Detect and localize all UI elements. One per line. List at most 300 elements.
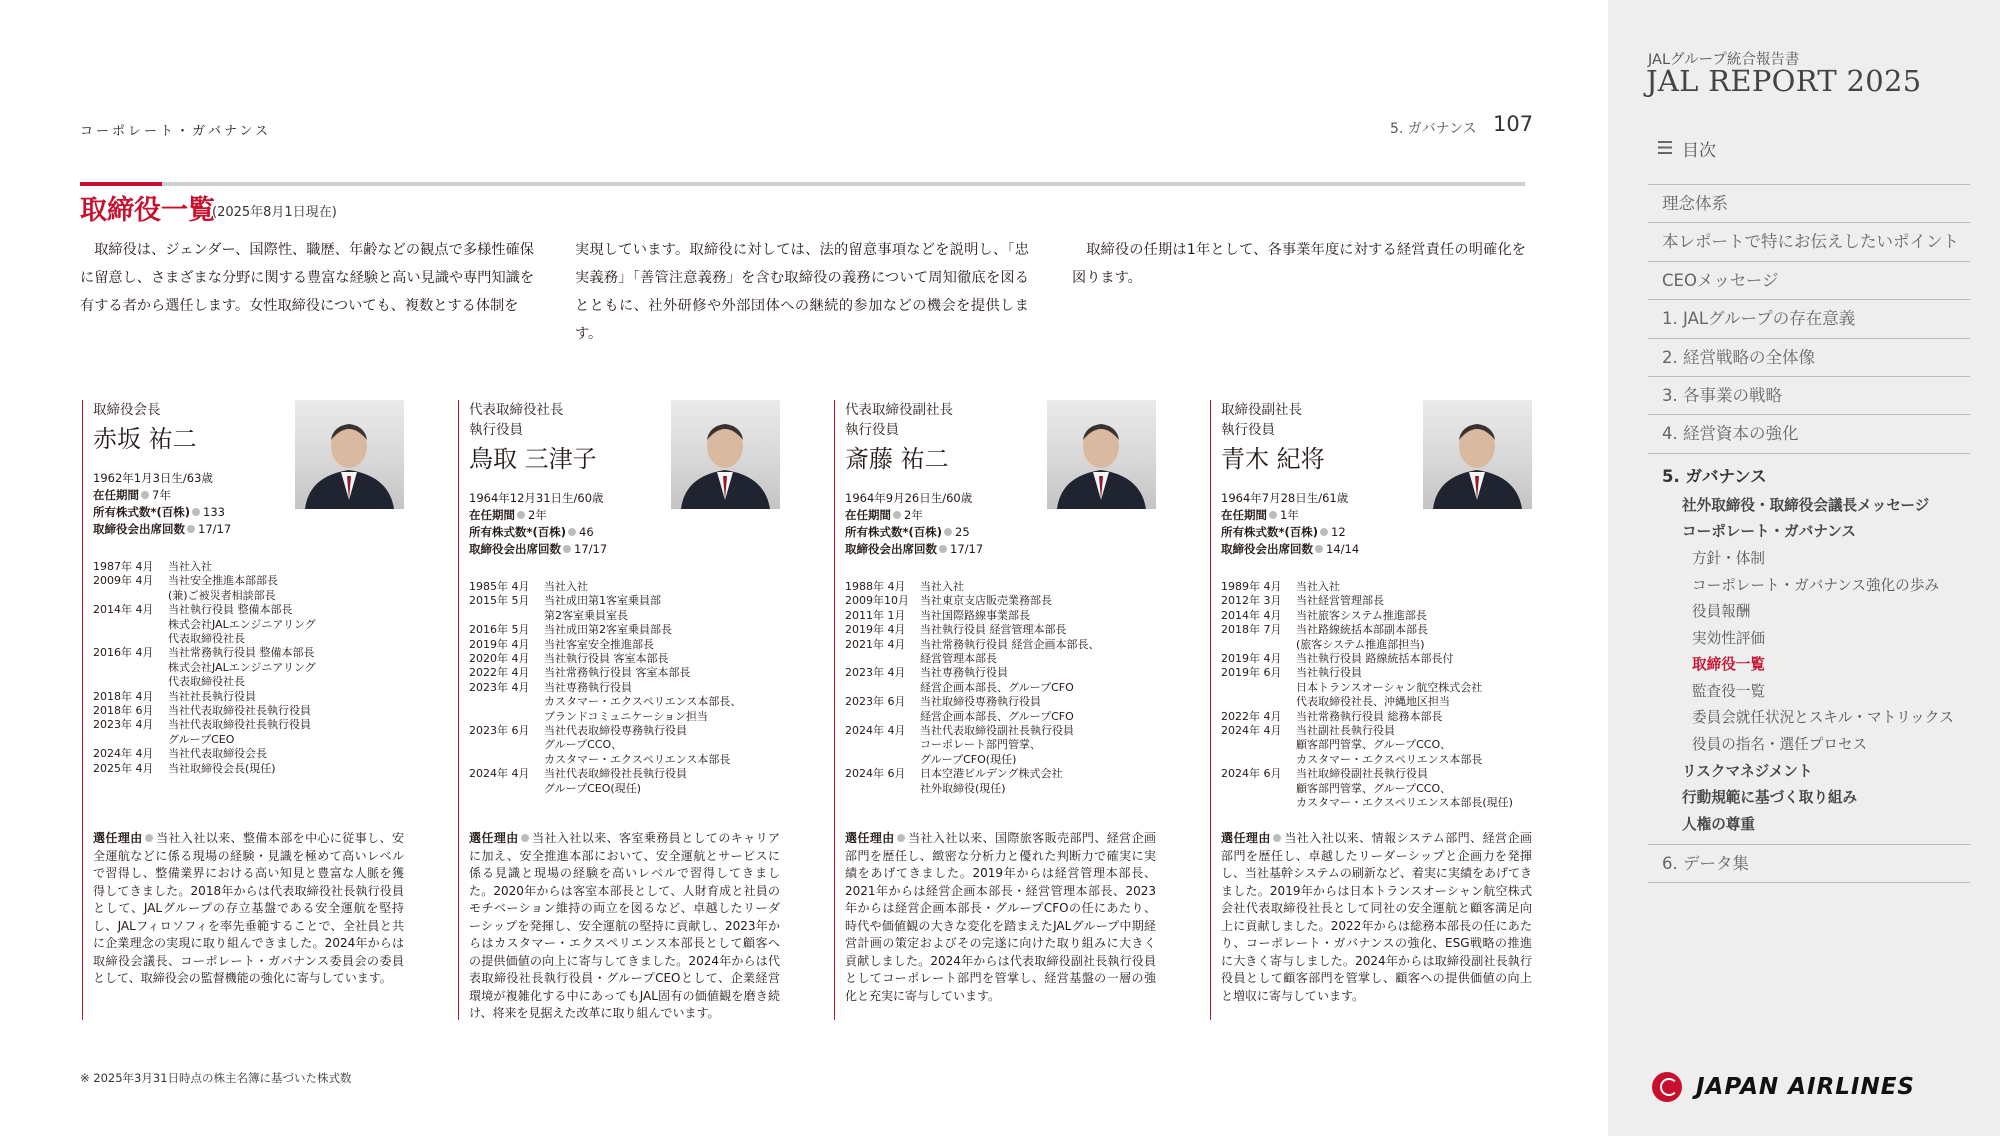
selection-reason — [845, 830, 1156, 1005]
career-date: 2024年 4月 — [93, 747, 154, 761]
career-date: 1988年 4月 — [845, 580, 906, 593]
career-row — [1221, 767, 1532, 781]
director-tenure-label: 在任期間 — [93, 488, 139, 502]
director-role-2: 執行役員 — [469, 422, 523, 438]
career-text: 当社路線統括本部副本部長 — [1296, 623, 1428, 637]
career-date — [845, 681, 920, 695]
career-text: 当社常務執行役員 総務本部長 — [1296, 709, 1443, 723]
toc-subitem[interactable]: 取締役一覧 — [1692, 656, 1765, 674]
career-row — [845, 652, 1156, 666]
career-row — [845, 638, 1156, 652]
career-date: 2024年 6月 — [845, 767, 906, 781]
career-date: 2018年 4月 — [93, 689, 154, 703]
career-row — [93, 690, 404, 704]
career-date — [469, 738, 544, 752]
director-photo — [1047, 400, 1156, 509]
career-row — [1221, 738, 1532, 752]
career-row — [1221, 594, 1532, 608]
director-shares — [845, 524, 1156, 541]
career-row — [469, 782, 780, 796]
career-row — [1221, 638, 1532, 652]
career-text: 当社入社 — [168, 560, 212, 573]
toc-subitem[interactable]: 委員会就任状況とスキル・マトリックス — [1692, 709, 1954, 727]
career-history — [93, 560, 404, 776]
toc-subitem[interactable]: コーポレート・ガバナンス強化の歩み — [1692, 576, 1939, 594]
career-text: 当社常務執行役員 整備本部長 — [168, 646, 315, 660]
career-row — [1221, 623, 1532, 637]
career-row — [1221, 652, 1532, 666]
selection-reason-label: 選任理由 — [93, 831, 143, 845]
bullet-dot-icon — [1320, 528, 1328, 536]
career-row — [469, 738, 780, 752]
selection-reason-text: 当社入社以来、情報システム部門、経営企画部門を歴任し、卓越したリーダーシップと企画力を発揮し、当社基幹システムの刷新など、着実に実績をあげてきました。2019年からは日本トランスオーシャン航空株式会社代表取締役社長として同社の安全運航と顧客満足向上に貢献しました。2022年からは総務本部長の任にあたり、コーポレート・ガバナンスの強化、ESG戦略の推進に大きく寄与しました。2024年からは取締役副社長執行役員として顧客部門を管掌し、顧客への提供価値の向上と増収に寄与しています。 — [1221, 831, 1532, 1003]
toc-subitem[interactable]: 役員の指名・選任プロセス — [1692, 736, 1868, 754]
career-text: 経営管理本部長 — [920, 652, 997, 666]
career-date — [469, 609, 544, 623]
director-tenure-label: 在任期間 — [1221, 508, 1267, 522]
as-of-date: (2025年8月1日現在) — [212, 205, 337, 220]
career-date — [93, 733, 168, 747]
director-shares-value: 46 — [579, 525, 594, 539]
toc-subitem[interactable]: 社外取締役・取締役会議長メッセージ — [1682, 496, 1930, 514]
career-row — [845, 724, 1156, 738]
toc-subitem[interactable]: 方針・体制 — [1692, 549, 1765, 567]
selection-reason-label: 選任理由 — [845, 831, 895, 845]
career-date: 1985年 4月 — [469, 580, 530, 593]
career-row — [1221, 796, 1532, 810]
selection-reason-text: 当社入社以来、国際旅客販売部門、経営企画部門を歴任し、緻密な分析力と優れた判断力で確実に実績をあげてきました。2019年からは経営管理本部長、2021年からは経営企画本部長・経営管理本部長、2023年からは経営企画本部長・グループCFOの任にあたり、時代や価値観の大きな変化を踏まえたJALグループ中期経営計画の策定およびその完遂に向けた取り組みに大きく貢献しました。2024年からは代表取締役副社長執行役員としてコーポレート部門を管掌し、経営基盤の一層の強化と充実に寄与しています。 — [845, 831, 1156, 1003]
career-text: 当社執行役員 — [1296, 666, 1362, 680]
director-card — [82, 400, 404, 1020]
director-attendance-label: 取締役会出席回数 — [469, 542, 561, 556]
director-card — [834, 400, 1156, 1020]
career-date: 2021年 4月 — [845, 637, 906, 651]
career-row — [93, 574, 404, 588]
footnote: ※ 2025年3月31日時点の株主名簿に基づいた株式数 — [80, 1071, 352, 1085]
career-text: 当社代表取締役専務執行役員 — [544, 724, 687, 738]
toc-item[interactable]: 理念体系 — [1648, 184, 1970, 222]
director-name: 赤坂 祐二 — [93, 425, 197, 453]
director-tenure-value: 2年 — [904, 508, 923, 522]
career-date — [845, 782, 920, 796]
director-birth: 1964年12月31日生/60歳 — [469, 491, 604, 505]
jal-logo — [1652, 1072, 1915, 1102]
career-row — [469, 681, 780, 695]
director-shares-value: 133 — [203, 505, 225, 519]
intro-paragraph-1: 取締役は、ジェンダー、国際性、職歴、年齢などの観点で多様性確保に留意し、さまざまな分野に関する豊富な経験と高い見識や専門知識を有する者から選任します。女性取締役についても、複数とする体制を — [80, 242, 535, 314]
career-text: 当社社長執行役員 — [168, 689, 256, 703]
toc-item-label: 5. ガバナンス — [1662, 466, 1767, 486]
director-attendance — [469, 541, 780, 558]
career-row — [93, 675, 404, 689]
career-date: 2019年 4月 — [1221, 652, 1282, 666]
career-row — [1221, 695, 1532, 709]
bullet-dot-icon — [893, 511, 901, 519]
page-title: 取締役一覧 — [80, 195, 215, 226]
career-date — [93, 589, 168, 603]
director-shares — [469, 524, 780, 541]
toc-label: 目次 — [1682, 141, 1716, 161]
career-text: 当社東京支店販売業務部長 — [920, 594, 1052, 608]
career-row — [1221, 724, 1532, 738]
toc-list — [1648, 184, 1970, 883]
career-date — [845, 710, 920, 724]
director-attendance — [93, 521, 404, 538]
director-role: 取締役副社長 — [1221, 402, 1302, 418]
director-attendance-value: 17/17 — [574, 542, 608, 556]
crane-logo-icon — [1652, 1072, 1682, 1102]
selection-reason — [93, 830, 404, 988]
director-name: 斎藤 祐二 — [845, 445, 949, 473]
career-date: 2024年 4月 — [845, 724, 906, 738]
career-date: 2018年 6月 — [93, 704, 154, 718]
career-date: 2011年 1月 — [845, 608, 906, 622]
toc-item[interactable]: 本レポートで特にお伝えしたいポイント — [1648, 222, 1970, 260]
director-tenure-value: 1年 — [1280, 508, 1299, 522]
career-date: 2023年 6月 — [469, 724, 530, 738]
career-text: 当社国際路線事業部長 — [920, 608, 1030, 622]
selection-reason — [469, 830, 780, 1023]
director-photo — [671, 400, 780, 509]
report-title: JAL REPORT 2025 — [1646, 64, 1922, 98]
career-row — [845, 666, 1156, 680]
bullet-dot-icon — [141, 491, 149, 499]
career-date — [845, 652, 920, 666]
toc-subitem[interactable]: 行動規範に基づく取り組み — [1682, 789, 1858, 807]
career-date — [469, 710, 544, 724]
director-role-2: 執行役員 — [845, 422, 899, 438]
career-row — [93, 718, 404, 732]
career-text: カスタマー・エクスペリエンス本部長 — [1296, 752, 1483, 766]
career-text: 当社入社 — [1296, 580, 1340, 593]
selection-reason-text: 当社入社以来、客室乗務員としてのキャリアに加え、安全推進本部において、安全運航とサービスに係る見識と現場の経験を高いレベルで習得してきました。2020年からは客室本部長として、人財育成と社員のモチベーション維持の両立を図るなど、卓越したリーダーシップを発揮し、安全運航の堅持に貢献し、2023年からはカスタマー・エクスペリエンス本部長として顧客への提供価値の向上に寄与してきました。2024年からは代表取締役社長執行役員・グループCEOとして、企業経営環境が複雑化する中にあってもJAL固有の価値観を磨き続け、将来を見据えた改革に取り組んでいます。 — [469, 831, 780, 1020]
career-text: 経営企画本部長、グループCFO — [920, 709, 1074, 723]
bullet-dot-icon — [517, 511, 525, 519]
director-role: 代表取締役副社長 — [845, 402, 953, 418]
career-date: 2012年 3月 — [1221, 594, 1282, 608]
selection-reason-text: 当社入社以来、整備本部を中心に従事し、安全運航などに係る現場の経験・見識を極めて高いレベルで習得し、整備業界における高い知見と豊富な人脈を獲得してきました。2018年からは代表取締役社長執行役員として、JALグループの存立基盤である安全運航を堅持し、JALフィロソフィを率先垂範することで、全社員と共に企業理念の実現に取り組んできました。2024年からは取締役会議長、コーポレート・ガバナンス委員会の委員として、取締役会の監督機能の強化に寄与しています。 — [93, 831, 404, 985]
career-text: 当社成田第1客室乗員部 — [544, 594, 661, 608]
career-row — [1221, 666, 1532, 680]
career-date — [1221, 695, 1296, 709]
career-date: 2025年 4月 — [93, 761, 154, 775]
career-text: 当社代表取締役会長 — [168, 747, 267, 761]
toc-item[interactable]: 1. JALグループの存在意義 — [1648, 299, 1970, 337]
bullet-dot-icon — [1269, 511, 1277, 519]
career-row — [469, 710, 780, 724]
career-row — [93, 646, 404, 660]
career-text: 社外取締役(現任) — [920, 781, 1006, 795]
director-birth: 1964年7月28日生/61歳 — [1221, 491, 1349, 505]
career-date: 2023年 4月 — [845, 666, 906, 680]
career-row — [845, 681, 1156, 695]
director-attendance-value: 17/17 — [198, 522, 232, 536]
career-row — [1221, 580, 1532, 594]
career-date: 2015年 5月 — [469, 594, 530, 608]
selection-reason — [1221, 830, 1532, 1005]
director-card — [458, 400, 780, 1020]
toc-item[interactable]: 6. データ集 — [1648, 844, 1970, 882]
career-date: 2022年 4月 — [1221, 709, 1282, 723]
career-text: コーポレート部門管掌、 — [920, 738, 1041, 752]
director-role: 取締役会長 — [93, 402, 161, 418]
toc-subitem[interactable]: リスクマネジメント — [1682, 762, 1813, 780]
toc-item[interactable]: 2. 経営戦略の全体像 — [1648, 338, 1970, 376]
career-text: 第2客室乗員室長 — [544, 608, 628, 622]
director-shares-label: 所有株式数*(百株) — [1221, 525, 1319, 539]
toc-subitem[interactable]: 監査役一覧 — [1692, 682, 1765, 700]
career-date: 2023年 4月 — [469, 680, 530, 694]
section-label: コーポレート・ガバナンス — [80, 124, 271, 139]
career-row — [845, 782, 1156, 796]
career-text: グループCEO — [168, 732, 235, 746]
director-name: 鳥取 三津子 — [469, 445, 597, 473]
career-row — [93, 632, 404, 646]
director-role-2: 執行役員 — [1221, 422, 1275, 438]
director-birth: 1962年1月3日生/63歳 — [93, 471, 213, 485]
career-text: 当社代表取締役社長執行役員 — [168, 718, 311, 732]
career-text: 当社専務執行役員 — [920, 666, 1008, 680]
career-text: 当社取締役副社長執行役員 — [1296, 767, 1428, 781]
career-text: 当社執行役員 整備本部長 — [168, 603, 293, 617]
director-tenure — [469, 507, 780, 524]
career-date — [845, 738, 920, 752]
career-date — [469, 695, 544, 709]
career-text: カスタマー・エクスペリエンス本部長、 — [544, 695, 742, 709]
career-text: 当社取締役会長(現任) — [168, 761, 276, 775]
career-row — [93, 603, 404, 617]
director-attendance-label: 取締役会出席回数 — [93, 522, 185, 536]
career-row — [845, 609, 1156, 623]
career-row — [1221, 710, 1532, 724]
toc-subitem[interactable]: 実効性評価 — [1692, 629, 1765, 647]
director-photo — [1423, 400, 1532, 509]
career-text: 当社代表取締役社長執行役員 — [544, 767, 687, 781]
bullet-dot-icon — [1315, 545, 1323, 553]
career-row — [845, 623, 1156, 637]
career-text: 当社常務執行役員 客室本部長 — [544, 666, 691, 680]
career-text: グループCFO(現任) — [920, 752, 1017, 766]
career-date — [93, 661, 168, 675]
career-row — [469, 623, 780, 637]
director-shares-label: 所有株式数*(百株) — [469, 525, 567, 539]
career-text: 当社安全推進本部部長 — [168, 574, 278, 588]
director-shares-label: 所有株式数*(百株) — [845, 525, 943, 539]
toc-item[interactable]: 3. 各事業の戦略 — [1648, 376, 1970, 414]
director-name: 青木 紀将 — [1221, 445, 1325, 473]
career-row — [845, 753, 1156, 767]
career-date: 2018年 7月 — [1221, 623, 1282, 637]
career-row — [93, 618, 404, 632]
career-text: 当社旅客システム推進部長 — [1296, 608, 1427, 622]
toc-subitem[interactable]: 役員報酬 — [1692, 603, 1751, 621]
career-text: 株式会社JALエンジニアリング — [168, 617, 316, 631]
career-text: 当社執行役員 客室本部長 — [544, 652, 669, 666]
toc-item[interactable]: 4. 経営資本の強化 — [1648, 414, 1970, 452]
career-date: 2019年 6月 — [1221, 666, 1282, 680]
director-attendance-value: 14/14 — [1326, 542, 1360, 556]
career-date — [93, 618, 168, 632]
director-shares-label: 所有株式数*(百株) — [93, 505, 191, 519]
director-tenure-value: 7年 — [152, 488, 171, 502]
career-row — [469, 695, 780, 709]
career-date — [93, 675, 168, 689]
toc-subitem[interactable]: コーポレート・ガバナンス — [1682, 523, 1856, 541]
career-text: (旅客システム推進部担当) — [1296, 637, 1425, 651]
career-text: 経営企画本部長、グループCFO — [920, 680, 1074, 694]
career-text: ブランドコミュニケーション担当 — [544, 709, 708, 723]
career-text: 日本トランスオーシャン航空株式会社 — [1296, 680, 1483, 694]
intro-paragraph-3: 取締役の任期は1年として、各事業年度に対する経営責任の明確化を図ります。 — [1072, 242, 1526, 286]
career-history — [1221, 580, 1532, 811]
career-text: 当社経営管理部長 — [1296, 594, 1384, 608]
career-text: 顧客部門管掌、グループCCO、 — [1296, 781, 1452, 795]
title-rule — [80, 182, 1525, 186]
career-date: 2009年 4月 — [93, 574, 154, 588]
bullet-dot-icon — [944, 528, 952, 536]
director-attendance-label: 取締役会出席回数 — [1221, 542, 1313, 556]
career-row — [469, 767, 780, 781]
director-photo — [295, 400, 404, 509]
toc-item[interactable]: CEOメッセージ — [1648, 261, 1970, 299]
career-date: 2022年 4月 — [469, 666, 530, 680]
toc-item-active[interactable] — [1648, 453, 1970, 845]
career-date — [1221, 681, 1296, 695]
career-row — [1221, 609, 1532, 623]
career-date — [93, 632, 168, 646]
career-row — [469, 594, 780, 608]
career-text: 当社常務執行役員 経営企画本部長、 — [920, 637, 1100, 651]
bullet-dot-icon — [1273, 834, 1281, 842]
career-text: 当社専務執行役員 — [544, 680, 632, 694]
career-text: 当社代表取締役副社長執行役員 — [920, 724, 1074, 738]
career-row — [845, 695, 1156, 709]
career-date — [1221, 796, 1296, 810]
career-row — [469, 652, 780, 666]
career-row — [93, 589, 404, 603]
career-date: 2014年 4月 — [1221, 608, 1282, 622]
career-row — [469, 638, 780, 652]
director-birth: 1964年9月26日生/60歳 — [845, 491, 973, 505]
career-row — [1221, 753, 1532, 767]
career-date — [1221, 753, 1296, 767]
director-tenure — [845, 507, 1156, 524]
career-text: 当社成田第2客室乗員部長 — [544, 623, 672, 637]
chapter-label: 5. ガバナンス — [1390, 121, 1477, 137]
bullet-dot-icon — [563, 545, 571, 553]
career-row — [1221, 782, 1532, 796]
career-text: 当社取締役専務執行役員 — [920, 695, 1041, 709]
career-history — [469, 580, 780, 796]
bullet-dot-icon — [187, 525, 195, 533]
career-date — [1221, 638, 1296, 652]
career-text: 当社執行役員 経営管理本部長 — [920, 623, 1067, 637]
bullet-dot-icon — [145, 834, 153, 842]
career-text: 代表取締役社長、沖縄地区担当 — [1296, 695, 1450, 709]
director-tenure-label: 在任期間 — [845, 508, 891, 522]
career-row — [845, 594, 1156, 608]
bullet-dot-icon — [939, 545, 947, 553]
career-text: 当社執行役員 路線統括本部長付 — [1296, 652, 1454, 666]
career-text: グループCCO、 — [544, 738, 623, 752]
career-row — [469, 666, 780, 680]
director-tenure-value: 2年 — [528, 508, 547, 522]
career-date: 2016年 5月 — [469, 623, 530, 637]
career-text: 日本空港ビルデング株式会社 — [920, 767, 1063, 781]
intro-paragraph-2: 実現しています。取締役に対しては、法的留意事項などを説明し、「忠実義務」「善管注意義務」を含む取締役の義務について周知徹底を図るとともに、社外研修や外部団体への継続的参加などの機会を提供します。 — [575, 242, 1029, 342]
career-date: 2023年 4月 — [93, 718, 154, 732]
career-date — [469, 782, 544, 796]
director-shares-value: 25 — [955, 525, 970, 539]
bullet-dot-icon — [521, 834, 529, 842]
career-text: 代表取締役社長 — [168, 675, 245, 689]
career-row — [1221, 681, 1532, 695]
career-row — [93, 733, 404, 747]
director-attendance-label: 取締役会出席回数 — [845, 542, 937, 556]
career-text: 顧客部門管掌、グループCCO、 — [1296, 738, 1452, 752]
career-row — [93, 762, 404, 776]
career-date — [1221, 738, 1296, 752]
career-date: 2019年 4月 — [469, 637, 530, 651]
career-date: 2009年10月 — [845, 594, 909, 608]
career-text: 株式会社JALエンジニアリング — [168, 660, 316, 674]
career-row — [93, 704, 404, 718]
career-row — [845, 580, 1156, 594]
career-row — [93, 560, 404, 574]
director-card — [1210, 400, 1532, 1020]
logo-text: JAPAN AIRLINES — [1696, 1074, 1915, 1100]
career-row — [469, 580, 780, 594]
career-row — [845, 738, 1156, 752]
career-date: 2016年 4月 — [93, 646, 154, 660]
career-text: 代表取締役社長 — [168, 632, 245, 646]
report-subtitle: JALグループ統合報告書 — [1648, 52, 1800, 68]
director-attendance — [1221, 541, 1532, 558]
director-tenure-label: 在任期間 — [469, 508, 515, 522]
selection-reason-label: 選任理由 — [469, 831, 519, 845]
title-rule-accent — [80, 182, 162, 186]
director-role: 代表取締役社長 — [469, 402, 564, 418]
bullet-dot-icon — [897, 834, 905, 842]
career-row — [93, 661, 404, 675]
director-shares — [1221, 524, 1532, 541]
toc-button[interactable] — [1658, 136, 1716, 161]
career-date: 2019年 4月 — [845, 623, 906, 637]
career-date: 1987年 4月 — [93, 560, 154, 573]
career-text: 当社副社長執行役員 — [1296, 724, 1395, 738]
career-date: 2023年 6月 — [845, 695, 906, 709]
career-date: 2020年 4月 — [469, 652, 530, 666]
career-date — [845, 753, 920, 767]
career-date: 2024年 4月 — [469, 767, 530, 781]
career-history — [845, 580, 1156, 796]
career-row — [93, 747, 404, 761]
career-date: 2024年 4月 — [1221, 724, 1282, 738]
toc-subitem[interactable]: 人権の尊重 — [1682, 815, 1755, 833]
career-text: グループCEO(現任) — [544, 781, 641, 795]
director-shares-value: 12 — [1331, 525, 1346, 539]
menu-icon — [1658, 139, 1672, 159]
director-attendance-value: 17/17 — [950, 542, 984, 556]
career-text: 当社客室安全推進部長 — [544, 637, 654, 651]
career-date: 2014年 4月 — [93, 603, 154, 617]
bullet-dot-icon — [568, 528, 576, 536]
career-row — [469, 724, 780, 738]
career-text: 当社代表取締役社長執行役員 — [168, 704, 311, 718]
career-date — [469, 753, 544, 767]
career-text: カスタマー・エクスペリエンス本部長 — [544, 752, 731, 766]
page-number: 107 — [1493, 112, 1534, 136]
